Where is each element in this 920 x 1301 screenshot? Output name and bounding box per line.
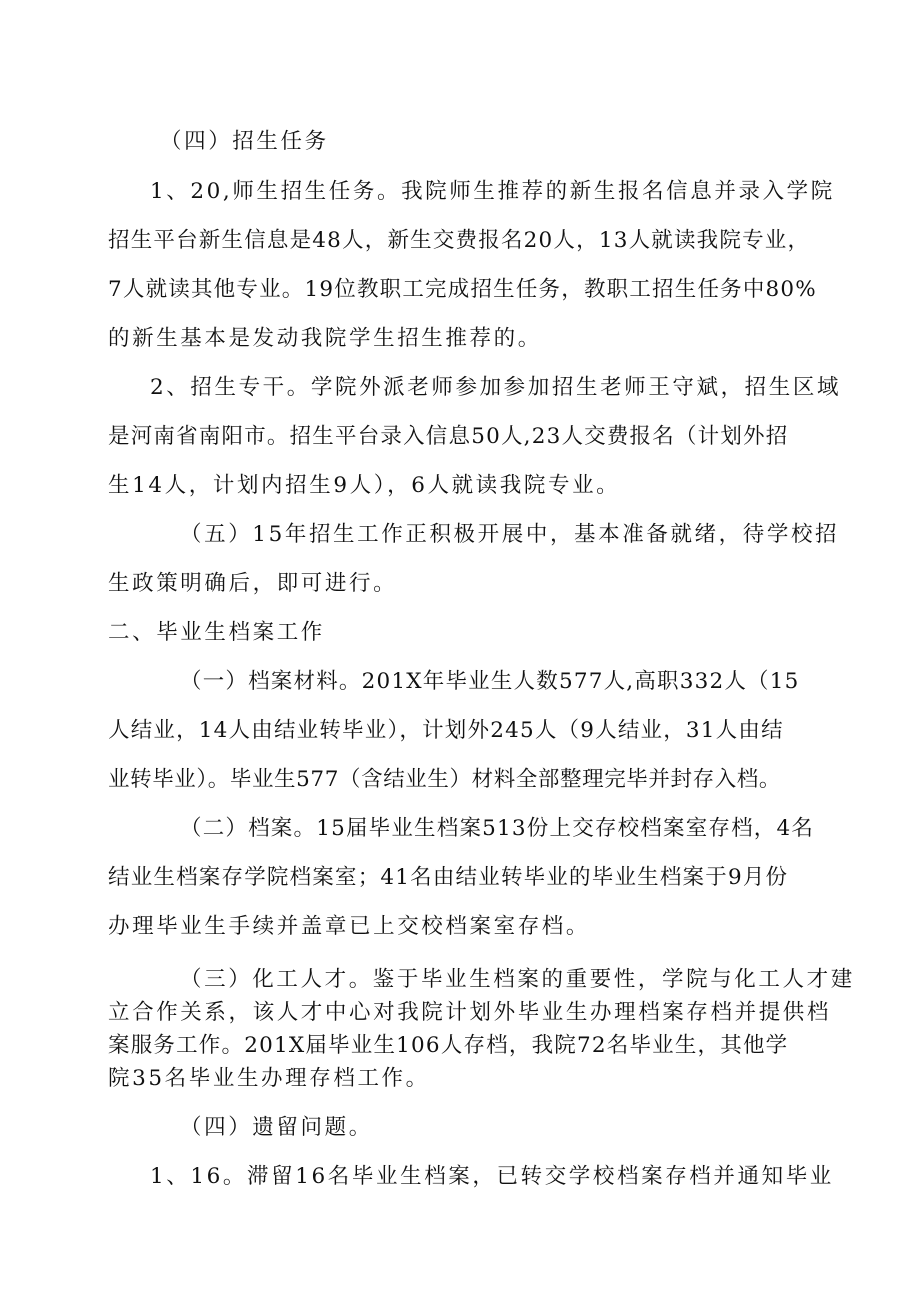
paragraph-line: 2、招生专干。学院外派老师参加参加招生老师王守斌，招生区域: [150, 375, 842, 400]
paragraph-line: （三）化工人才。鉴于毕业生档案的重要性，学院与化工人才建: [180, 967, 855, 992]
paragraph-line: 案服务工作。201X届毕业生106人存档，我院72名毕业生，其他学: [108, 1033, 789, 1058]
paragraph-line: 院35名毕业生办理存档工作。: [108, 1066, 430, 1091]
paragraph-line: 1、16。滞留16名毕业生档案，已转交学校档案存档并通知毕业: [150, 1164, 834, 1189]
paragraph-line: （二）档案。15届毕业生档案513份上交存校档案室存档，4名: [180, 816, 815, 841]
paragraph-line: 立合作关系，该人才中心对我院计划外毕业生办理档案存档并提供档: [108, 1000, 832, 1025]
paragraph-line: 生政策明确后，即可进行。: [108, 571, 398, 596]
paragraph-line: 生14人，计划内招生9人），6人就读我院专业。: [108, 473, 621, 498]
paragraph-line: 是河南省南阳市。招生平台录入信息50人,23人交费报名（计划外招: [108, 424, 789, 449]
paragraph-line: 办理毕业生手续并盖章已上交校档案室存档。: [108, 914, 591, 939]
section-heading-graduate-files: 二、毕业生档案工作: [108, 620, 325, 645]
paragraph-line: 的新生基本是发动我院学生招生推荐的。: [108, 326, 542, 351]
paragraph-line: 业转毕业）。毕业生577（含结业生）材料全部整理完毕并封存入档。: [108, 767, 781, 792]
paragraph-line: （五）15年招生工作正积极开展中，基本准备就绪，待学校招: [180, 522, 840, 547]
paragraph-line: 1、20,师生招生任务。我院师生推荐的新生报名信息并录入学院: [150, 179, 835, 204]
paragraph-line: 招生平台新生信息是48人，新生交费报名20人，13人就读我院专业，: [108, 228, 811, 253]
paragraph-line: 结业生档案存学院档案室；41名由结业转毕业的毕业生档案于9月份: [108, 865, 789, 890]
paragraph-line: （一）档案材料。201X年毕业生人数577人,高职332人（15: [180, 669, 800, 694]
paragraph-line: 7人就读其他专业。19位教职工完成招生任务，教职工招生任务中80%: [108, 277, 817, 302]
heading-outstanding-issues: （四）遗留问题。: [180, 1115, 373, 1140]
paragraph-line: 人结业，14人由结业转毕业），计划外245人（9人结业，31人由结: [108, 718, 784, 743]
heading-recruitment-tasks: （四）招生任务: [160, 129, 329, 154]
